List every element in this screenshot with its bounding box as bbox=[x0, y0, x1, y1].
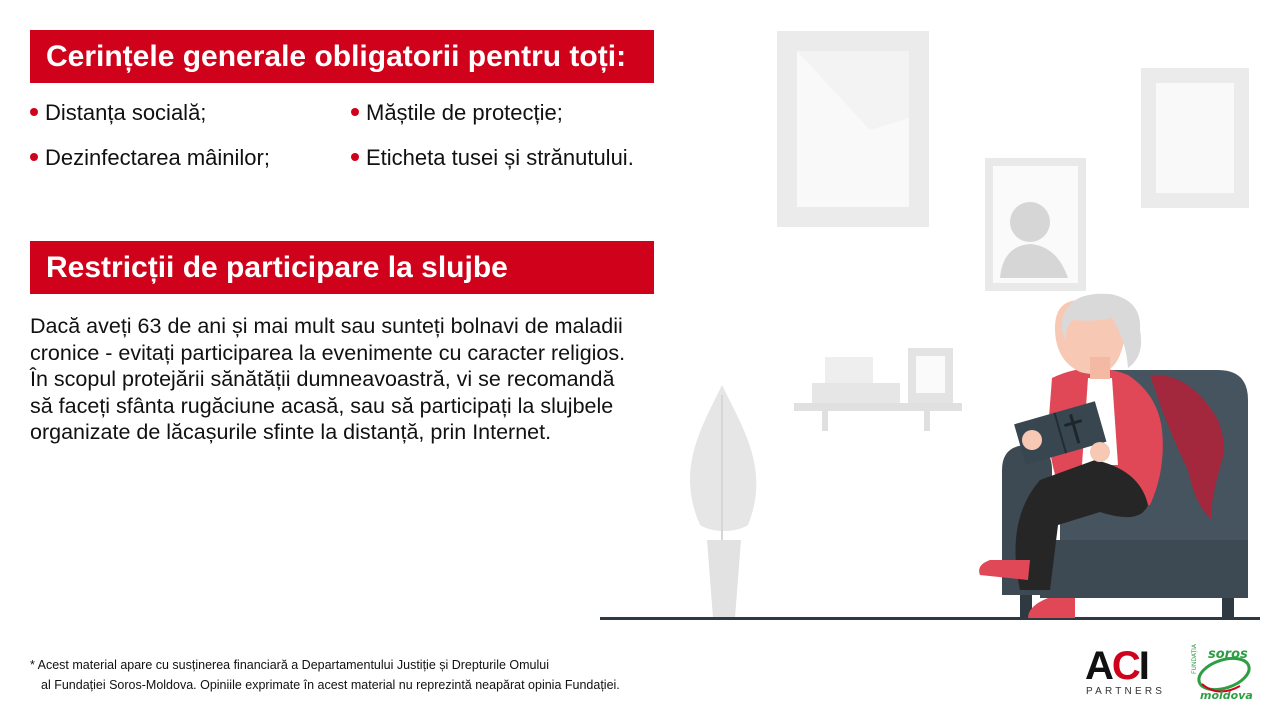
plant-icon bbox=[690, 385, 756, 618]
bullet-dot-icon bbox=[351, 108, 359, 116]
svg-text:FUNDAȚIA: FUNDAȚIA bbox=[1191, 643, 1198, 674]
aci-subtitle: PARTNERS bbox=[1086, 686, 1166, 697]
bullet-dot-icon bbox=[30, 108, 38, 116]
wall-frame-icon bbox=[1141, 68, 1249, 208]
requirement-text: Distanța socială; bbox=[45, 100, 207, 125]
requirement-text: Măștile de protecție; bbox=[366, 100, 563, 125]
disclaimer-line: * Acest material apare cu susținerea financiară a Departamentului Justiție și Drepturile Omului bbox=[30, 658, 549, 672]
aci-partners-logo bbox=[1085, 644, 1166, 702]
list-item bbox=[351, 100, 563, 126]
portrait-frame-icon bbox=[985, 158, 1086, 291]
bullet-dot-icon bbox=[351, 153, 359, 161]
paragraph-line: Dacă aveți 63 de ani și mai mult sau sunteți bolnavi de maladii bbox=[30, 314, 623, 338]
shelf-icon bbox=[794, 348, 962, 431]
disclaimer-line: al Fundației Soros-Moldova. Opiniile exprimate în acest material nu reprezintă neapărat opinia Fundației. bbox=[41, 678, 620, 692]
list-item bbox=[351, 145, 634, 171]
paragraph-line: cronice - evitați participarea la evenimente cu caracter religios. bbox=[30, 340, 626, 365]
section-title-restrictions: Restricții de participare la slujbe bbox=[30, 241, 654, 294]
wall-frame-icon bbox=[777, 31, 929, 227]
aci-wordmark: ACI bbox=[1085, 644, 1148, 688]
list-item bbox=[30, 145, 270, 171]
restrictions-paragraph bbox=[30, 313, 670, 446]
soros-moldova-logo bbox=[1188, 642, 1254, 704]
elderly-woman-reading-illustration bbox=[600, 0, 1280, 640]
requirement-text: Eticheta tusei și strănutului. bbox=[366, 145, 634, 170]
svg-text:moldova: moldova bbox=[1200, 689, 1253, 702]
section-title-general-requirements: Cerințele generale obligatorii pentru toți: bbox=[30, 30, 654, 83]
paragraph-line: organizate de lăcașurile sfinte la distanță, prin Internet. bbox=[30, 420, 552, 444]
requirement-text: Dezinfectarea mâinilor; bbox=[45, 145, 270, 170]
svg-text:soros: soros bbox=[1208, 647, 1248, 662]
bullet-dot-icon bbox=[30, 153, 38, 161]
paragraph-line: să faceți sfânta rugăciune acasă, sau să participați la slujbele bbox=[30, 393, 614, 418]
list-item bbox=[30, 100, 206, 126]
paragraph-line: În scopul protejării sănătății dumneavoastră, vi se recomandă bbox=[30, 367, 615, 391]
floor-line bbox=[600, 617, 1260, 620]
funding-disclaimer bbox=[30, 655, 620, 695]
